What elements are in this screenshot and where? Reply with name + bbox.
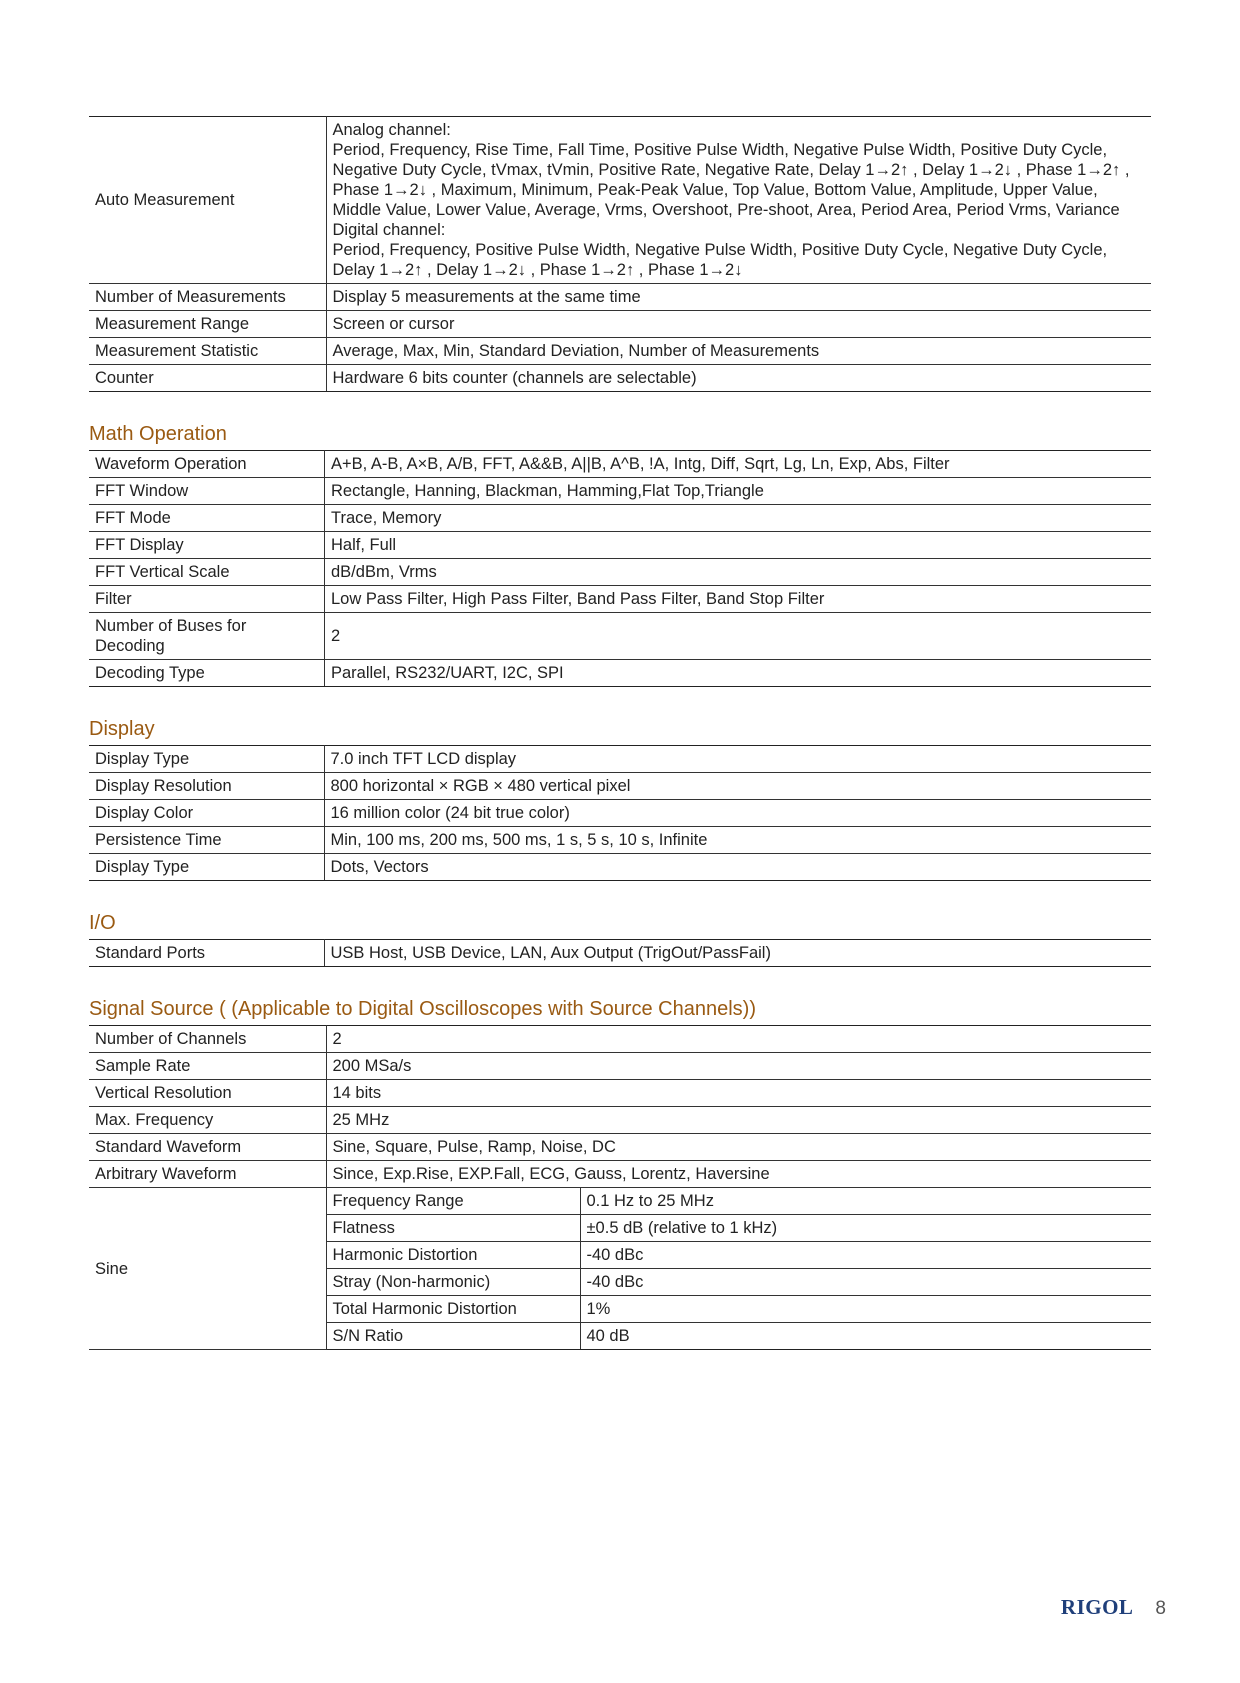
row-label: Waveform Operation (89, 451, 325, 478)
table-row (89, 365, 1151, 392)
row-label: Persistence Time (89, 827, 324, 854)
sine-sub-value: 1% (580, 1296, 1151, 1323)
row-label: Display Resolution (89, 773, 324, 800)
signal-source-table (89, 1025, 1151, 1350)
row-value: 800 horizontal × RGB × 480 vertical pixel (324, 773, 1151, 800)
measurement-table (89, 116, 1151, 392)
row-label: FFT Vertical Scale (89, 559, 325, 586)
row-label: Display Type (89, 854, 324, 881)
sine-sub-value: 0.1 Hz to 25 MHz (580, 1188, 1151, 1215)
table-row (89, 284, 1151, 311)
row-label: Number of Measurements (89, 284, 326, 311)
row-label: Number of Buses for Decoding (89, 613, 325, 660)
row-value: Parallel, RS232/UART, I2C, SPI (325, 660, 1152, 687)
table-row (89, 773, 1151, 800)
sine-sub-label: S/N Ratio (326, 1323, 580, 1350)
row-label: Decoding Type (89, 660, 325, 687)
sine-sub-value: ±0.5 dB (relative to 1 kHz) (580, 1215, 1151, 1242)
table-row (89, 660, 1151, 687)
display-table (89, 745, 1151, 881)
row-value: Trace, Memory (325, 505, 1152, 532)
sine-label: Sine (89, 1188, 326, 1350)
row-label: Display Color (89, 800, 324, 827)
math-table (89, 450, 1151, 687)
table-row (89, 532, 1151, 559)
row-value: Min, 100 ms, 200 ms, 500 ms, 1 s, 5 s, 10 s, Infinite (324, 827, 1151, 854)
row-label: Max. Frequency (89, 1107, 326, 1134)
section-title-display: Display (89, 718, 155, 740)
sine-sub-label: Frequency Range (326, 1188, 580, 1215)
spec-page (89, 116, 1151, 1350)
io-table (89, 939, 1151, 967)
section-title-signal-source: Signal Source ( (Applicable to Digital Oscilloscopes with Source Channels)) (89, 998, 756, 1020)
sine-sub-label: Harmonic Distortion (326, 1242, 580, 1269)
row-value: 14 bits (326, 1080, 1151, 1107)
row-label: Vertical Resolution (89, 1080, 326, 1107)
table-row (89, 1188, 1151, 1215)
row-label: FFT Mode (89, 505, 325, 532)
row-value: 200 MSa/s (326, 1053, 1151, 1080)
table-row (89, 338, 1151, 365)
row-value: 7.0 inch TFT LCD display (324, 746, 1151, 773)
row-value: Since, Exp.Rise, EXP.Fall, ECG, Gauss, Lorentz, Haversine (326, 1161, 1151, 1188)
row-label: Arbitrary Waveform (89, 1161, 326, 1188)
table-row (89, 1026, 1151, 1053)
table-row (89, 613, 1151, 660)
sine-sub-value: -40 dBc (580, 1242, 1151, 1269)
table-row (89, 559, 1151, 586)
row-value: Sine, Square, Pulse, Ramp, Noise, DC (326, 1134, 1151, 1161)
page-number: 8 (1155, 1598, 1166, 1619)
analog-channel-heading: Analog channel: (332, 121, 451, 139)
table-row (89, 311, 1151, 338)
row-value: A+B, A-B, A×B, A/B, FFT, A&&B, A||B, A^B, !A, Intg, Diff, Sqrt, Lg, Ln, Exp, Abs, Filter (325, 451, 1152, 478)
row-value: dB/dBm, Vrms (325, 559, 1152, 586)
row-label: Number of Channels (89, 1026, 326, 1053)
table-row (89, 1161, 1151, 1188)
row-label: Standard Ports (89, 940, 324, 967)
row-value: Half, Full (325, 532, 1152, 559)
row-value: 25 MHz (326, 1107, 1151, 1134)
row-value (326, 117, 1151, 284)
table-row (89, 854, 1151, 881)
row-value: Low Pass Filter, High Pass Filter, Band Pass Filter, Band Stop Filter (325, 586, 1152, 613)
rigol-logo: RIGOL (1060, 1595, 1134, 1619)
sine-sub-value: 40 dB (580, 1323, 1151, 1350)
table-row (89, 505, 1151, 532)
table-row (89, 478, 1151, 505)
sine-sub-value: -40 dBc (580, 1269, 1151, 1296)
row-value: Rectangle, Hanning, Blackman, Hamming,Flat Top,Triangle (325, 478, 1152, 505)
table-row (89, 746, 1151, 773)
table-row (89, 1134, 1151, 1161)
row-label: Measurement Statistic (89, 338, 326, 365)
row-value: Display 5 measurements at the same time (326, 284, 1151, 311)
row-label: FFT Window (89, 478, 325, 505)
analog-channel-text: Period, Frequency, Rise Time, Fall Time, Positive Pulse Width, Negative Pulse Width, Positive Duty Cycle, Negative Duty Cycle, tVmax, tVmin, Positive Rate, Negative Rate, Delay 1→2↑ , Delay 1→2↓ , Phase 1→2↑ , Phase 1→2↓ , Maximum, Minimum, Peak-Peak Value, Top Value, Bottom Value, Amplitude, Upper Value, Middle Value, Lower Value, Average, Vrms, Overshoot, Pre-shoot, Area, Period Area, Period Vrms, Variance (332, 141, 1130, 219)
sine-sub-label: Total Harmonic Distortion (326, 1296, 580, 1323)
row-label: Filter (89, 586, 325, 613)
sine-sub-label: Flatness (326, 1215, 580, 1242)
table-row (89, 586, 1151, 613)
row-label: FFT Display (89, 532, 325, 559)
sine-sub-label: Stray (Non-harmonic) (326, 1269, 580, 1296)
row-value: USB Host, USB Device, LAN, Aux Output (TrigOut/PassFail) (324, 940, 1151, 967)
row-label: Measurement Range (89, 311, 326, 338)
row-value: 2 (326, 1026, 1151, 1053)
row-label: Standard Waveform (89, 1134, 326, 1161)
table-row (89, 451, 1151, 478)
row-label: Display Type (89, 746, 324, 773)
table-row (89, 1053, 1151, 1080)
page-footer (1061, 1595, 1166, 1620)
row-label: Counter (89, 365, 326, 392)
row-label: Auto Measurement (89, 117, 326, 284)
row-value: Dots, Vectors (324, 854, 1151, 881)
digital-channel-text: Period, Frequency, Positive Pulse Width, Negative Pulse Width, Positive Duty Cycle, Negative Duty Cycle, Delay 1→2↑ , Delay 1→2↓ , Phase 1→2↑ , Phase 1→2↓ (332, 241, 1108, 279)
row-value: Average, Max, Min, Standard Deviation, Number of Measurements (326, 338, 1151, 365)
digital-channel-heading: Digital channel: (332, 221, 446, 239)
table-row (89, 117, 1151, 284)
table-row (89, 1080, 1151, 1107)
section-title-math: Math Operation (89, 423, 227, 445)
table-row (89, 940, 1151, 967)
row-value: Hardware 6 bits counter (channels are selectable) (326, 365, 1151, 392)
table-row (89, 1107, 1151, 1134)
row-value: Screen or cursor (326, 311, 1151, 338)
table-row (89, 827, 1151, 854)
row-value: 16 million color (24 bit true color) (324, 800, 1151, 827)
section-title-io: I/O (89, 912, 116, 934)
row-label: Sample Rate (89, 1053, 326, 1080)
row-value: 2 (325, 613, 1152, 660)
table-row (89, 800, 1151, 827)
